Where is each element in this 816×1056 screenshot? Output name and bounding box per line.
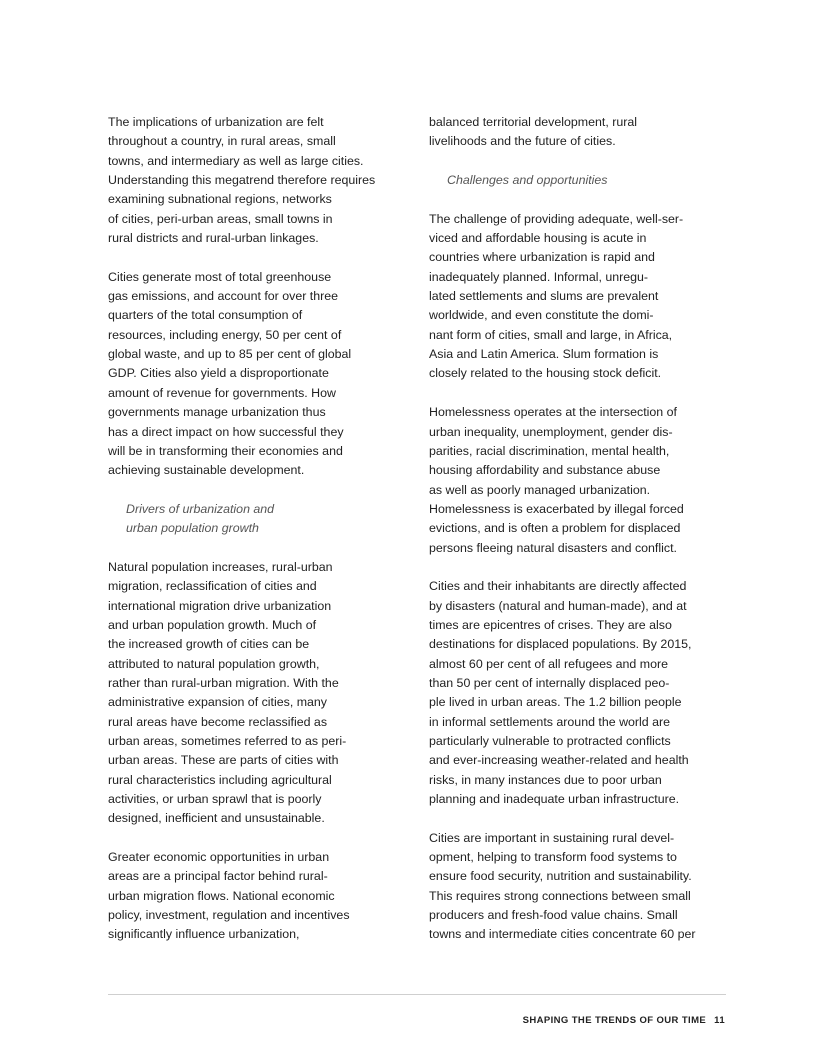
text-line: gas emissions, and account for over three bbox=[108, 289, 339, 304]
text-line: The implications of urbanization are felt bbox=[108, 115, 324, 129]
paragraph bbox=[429, 577, 729, 809]
text-line: administrative expansion of cities, many bbox=[108, 695, 328, 710]
text-line: urban population growth bbox=[126, 521, 259, 536]
text-line: has a direct impact on how successful they bbox=[108, 424, 344, 439]
text-line: Cities are important in sustaining rural devel- bbox=[429, 830, 675, 845]
text-line: destinations for displaced populations. By 2015, bbox=[429, 637, 692, 652]
text-line: areas are a principal factor behind rural- bbox=[108, 869, 328, 884]
footer-title: SHAPING THE TRENDS OF OUR TIME bbox=[522, 1015, 707, 1026]
text-line: Cities and their inhabitants are directly affected bbox=[429, 579, 687, 594]
text-line: migration, reclassification of cities and bbox=[108, 579, 317, 594]
text-line: producers and fresh-food value chains. Small bbox=[429, 908, 678, 923]
text-line: rural characteristics including agricultural bbox=[108, 772, 332, 787]
text-line: Natural population increases, rural-urban bbox=[108, 559, 333, 574]
text-line: persons fleeing natural disasters and conflict. bbox=[429, 540, 677, 555]
text-line: Homelessness operates at the intersection of bbox=[429, 405, 677, 420]
paragraph bbox=[108, 558, 408, 829]
text-line: viced and affordable housing is acute in bbox=[429, 231, 647, 246]
text-line: livelihoods and the future of cities. bbox=[429, 134, 616, 149]
text-line: towns and intermediate cities concentrate 60 per bbox=[429, 927, 696, 942]
text-line: risks, in many instances due to poor urban bbox=[429, 772, 662, 787]
paragraph bbox=[429, 829, 729, 945]
text-line: policy, investment, regulation and incentives bbox=[108, 908, 350, 923]
text-line: in informal settlements around the world are bbox=[429, 714, 671, 729]
paragraph bbox=[108, 268, 408, 481]
text-line: urban inequality, unemployment, gender dis- bbox=[429, 424, 673, 439]
text-line: of cities, peri-urban areas, small towns in bbox=[108, 211, 333, 226]
text-line: resources, including energy, 50 per cent of bbox=[108, 327, 342, 342]
text-line: planning and inadequate urban infrastructure. bbox=[429, 792, 680, 807]
text-line: Understanding this megatrend therefore requires bbox=[108, 173, 376, 188]
text-line: almost 60 per cent of all refugees and more bbox=[429, 656, 668, 671]
section-heading bbox=[429, 171, 729, 190]
text-line: The challenge of providing adequate, well-ser- bbox=[429, 211, 684, 226]
text-line: governments manage urbanization thus bbox=[108, 405, 326, 420]
text-line: ple lived in urban areas. The 1.2 billion people bbox=[429, 695, 682, 710]
text-line: amount of revenue for governments. How bbox=[108, 385, 336, 400]
text-line: countries where urbanization is rapid and bbox=[429, 250, 655, 265]
page-number: 11 bbox=[714, 1015, 725, 1026]
text-line: significantly influence urbanization, bbox=[108, 927, 300, 942]
text-line: will be in transforming their economies and bbox=[108, 443, 343, 458]
right-column bbox=[429, 113, 729, 964]
text-line: achieving sustainable development. bbox=[108, 463, 305, 478]
text-line: closely related to the housing stock deficit. bbox=[429, 366, 662, 381]
section-heading bbox=[108, 500, 408, 539]
text-line: Asia and Latin America. Slum formation is bbox=[429, 347, 659, 362]
text-line: designed, inefficient and unsustainable. bbox=[108, 811, 325, 826]
paragraph bbox=[108, 113, 408, 248]
text-line: and urban population growth. Much of bbox=[108, 617, 317, 632]
paragraph bbox=[108, 848, 408, 945]
text-line: housing affordability and substance abuse bbox=[429, 463, 661, 478]
text-line: balanced territorial development, rural bbox=[429, 115, 637, 129]
text-line: lated settlements and slums are prevalent bbox=[429, 289, 659, 304]
text-line: Drivers of urbanization and bbox=[126, 501, 275, 516]
text-line: rural areas have become reclassified as bbox=[108, 714, 328, 729]
text-line: urban areas. These are parts of cities with bbox=[108, 753, 339, 768]
text-line: parities, racial discrimination, mental health, bbox=[429, 443, 670, 458]
text-line: nant form of cities, small and large, in Africa, bbox=[429, 327, 673, 342]
text-line: by disasters (natural and human-made), and at bbox=[429, 598, 687, 613]
text-line: activities, or urban sprawl that is poorly bbox=[108, 792, 322, 807]
text-line: This requires strong connections between small bbox=[429, 888, 691, 903]
text-line: as well as poorly managed urbanization. bbox=[429, 482, 651, 497]
text-line: urban migration flows. National economic bbox=[108, 888, 335, 903]
text-line: rural districts and rural-urban linkages. bbox=[108, 231, 319, 246]
text-line: examining subnational regions, networks bbox=[108, 192, 332, 207]
text-line: inadequately planned. Informal, unregu- bbox=[429, 269, 649, 284]
text-line: rather than rural-urban migration. With the bbox=[108, 675, 339, 690]
text-line: Greater economic opportunities in urban bbox=[108, 850, 330, 865]
text-line: GDP. Cities also yield a disproportionate bbox=[108, 366, 329, 381]
text-line: urban areas, sometimes referred to as peri- bbox=[108, 734, 347, 748]
text-line: the increased growth of cities can be bbox=[108, 637, 310, 652]
text-line: particularly vulnerable to protracted conflicts bbox=[429, 734, 671, 748]
text-line: Cities generate most of total greenhouse bbox=[108, 269, 332, 284]
paragraph bbox=[429, 403, 729, 558]
text-line: Homelessness is exacerbated by illegal forced bbox=[429, 501, 684, 516]
text-line: opment, helping to transform food systems to bbox=[429, 850, 677, 865]
text-line: attributed to natural population growth, bbox=[108, 656, 320, 671]
text-line: and ever-increasing weather-related and health bbox=[429, 753, 689, 768]
text-line: towns, and intermediary as well as large cities. bbox=[108, 153, 364, 168]
text-line: throughout a country, in rural areas, small bbox=[108, 134, 336, 149]
text-line: times are epicentres of crises. They are also bbox=[429, 617, 672, 632]
text-line: than 50 per cent of internally displaced peo- bbox=[429, 675, 670, 690]
text-line: international migration drive urbanization bbox=[108, 598, 332, 613]
page-footer bbox=[523, 1015, 725, 1026]
text-line: evictions, and is often a problem for displaced bbox=[429, 521, 681, 536]
paragraph bbox=[429, 210, 729, 384]
left-column bbox=[108, 113, 408, 964]
footer-divider bbox=[108, 994, 726, 995]
text-line: quarters of the total consumption of bbox=[108, 308, 303, 323]
text-line: global waste, and up to 85 per cent of global bbox=[108, 347, 352, 362]
text-line: Challenges and opportunities bbox=[447, 173, 608, 188]
paragraph bbox=[429, 113, 729, 152]
text-line: ensure food security, nutrition and sustainability. bbox=[429, 869, 692, 884]
text-line: worldwide, and even constitute the domi- bbox=[429, 308, 654, 323]
